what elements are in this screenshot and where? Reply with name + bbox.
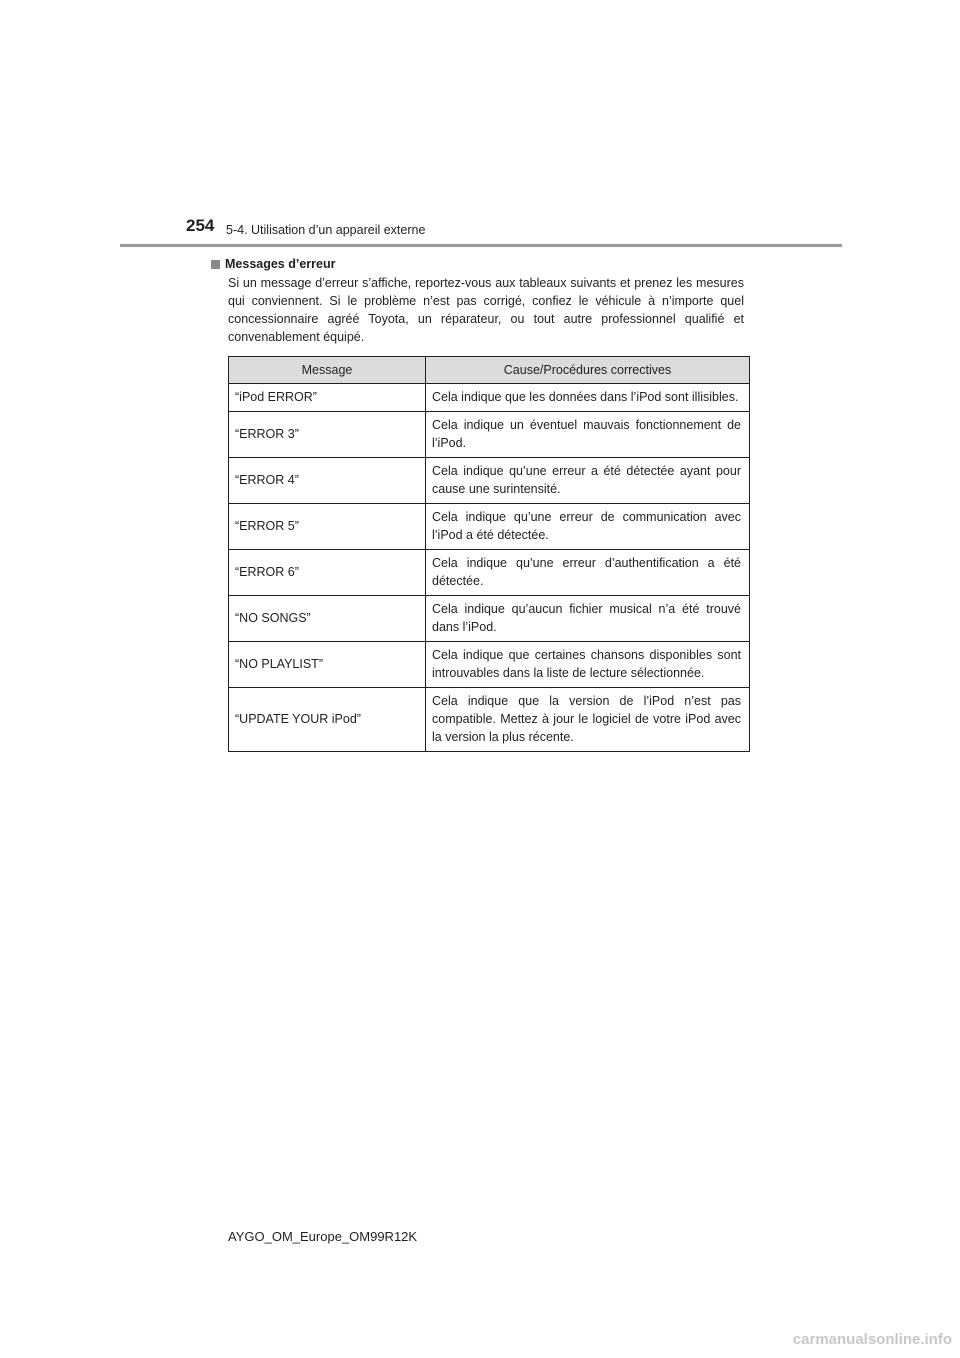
table-row	[229, 412, 750, 458]
section-heading-text: Messages d’erreur	[225, 257, 336, 271]
cause-cell: Cela indique qu’aucun fichier musical n’a été trouvé dans l’iPod.	[426, 596, 750, 642]
message-cell: “ERROR 4”	[229, 458, 426, 504]
message-cell: “UPDATE YOUR iPod”	[229, 688, 426, 752]
message-cell: “ERROR 5”	[229, 504, 426, 550]
table-row	[229, 550, 750, 596]
cause-cell: Cela indique que certaines chansons disponibles sont introuvables dans la liste de lecture sélectionnée.	[426, 642, 750, 688]
header-rule	[120, 244, 842, 247]
cause-cell: Cela indique que les données dans l’iPod sont illisibles.	[426, 384, 750, 412]
cause-cell: Cela indique qu’une erreur a été détectée ayant pour cause une surintensité.	[426, 458, 750, 504]
table-row	[229, 504, 750, 550]
cause-cell: Cela indique que la version de l’iPod n’est pas compatible. Mettez à jour le logiciel de votre iPod avec la version la plus récente.	[426, 688, 750, 752]
table-row	[229, 458, 750, 504]
watermark: carmanualsonline.info	[792, 1331, 952, 1348]
message-cell: “ERROR 6”	[229, 550, 426, 596]
error-messages-table	[228, 356, 750, 752]
intro-paragraph: Si un message d’erreur s’affiche, reportez-vous aux tableaux suivants et prenez les mesures qui conviennent. Si le problème n’est pas corrigé, confiez le véhicule à n’importe quel concessionnaire agréé Toyota, un réparateur, ou tout autre professionnel qualifié et convenablement équipé.	[228, 276, 744, 344]
table-header-row	[229, 357, 750, 384]
cause-cell: Cela indique un éventuel mauvais fonctionnement de l’iPod.	[426, 412, 750, 458]
cause-cell: Cela indique qu’une erreur de communication avec l’iPod a été détectée.	[426, 504, 750, 550]
message-cell: “ERROR 3”	[229, 412, 426, 458]
column-header-message: Message	[229, 357, 426, 384]
section-title: 5-4. Utilisation d’un appareil externe	[226, 223, 426, 237]
cause-cell: Cela indique qu’une erreur d’authentification a été détectée.	[426, 550, 750, 596]
square-bullet-icon	[211, 260, 220, 269]
section-heading	[211, 256, 335, 272]
page-number: 254	[186, 216, 215, 235]
message-cell: “NO SONGS”	[229, 596, 426, 642]
message-cell: “iPod ERROR”	[229, 384, 426, 412]
column-header-cause: Cause/Procédures correctives	[426, 357, 750, 384]
table-row	[229, 384, 750, 412]
table-row	[229, 688, 750, 752]
table-row	[229, 642, 750, 688]
message-cell: “NO PLAYLIST”	[229, 642, 426, 688]
footer-doc-id: AYGO_OM_Europe_OM99R12K	[228, 1229, 418, 1244]
table-row	[229, 596, 750, 642]
